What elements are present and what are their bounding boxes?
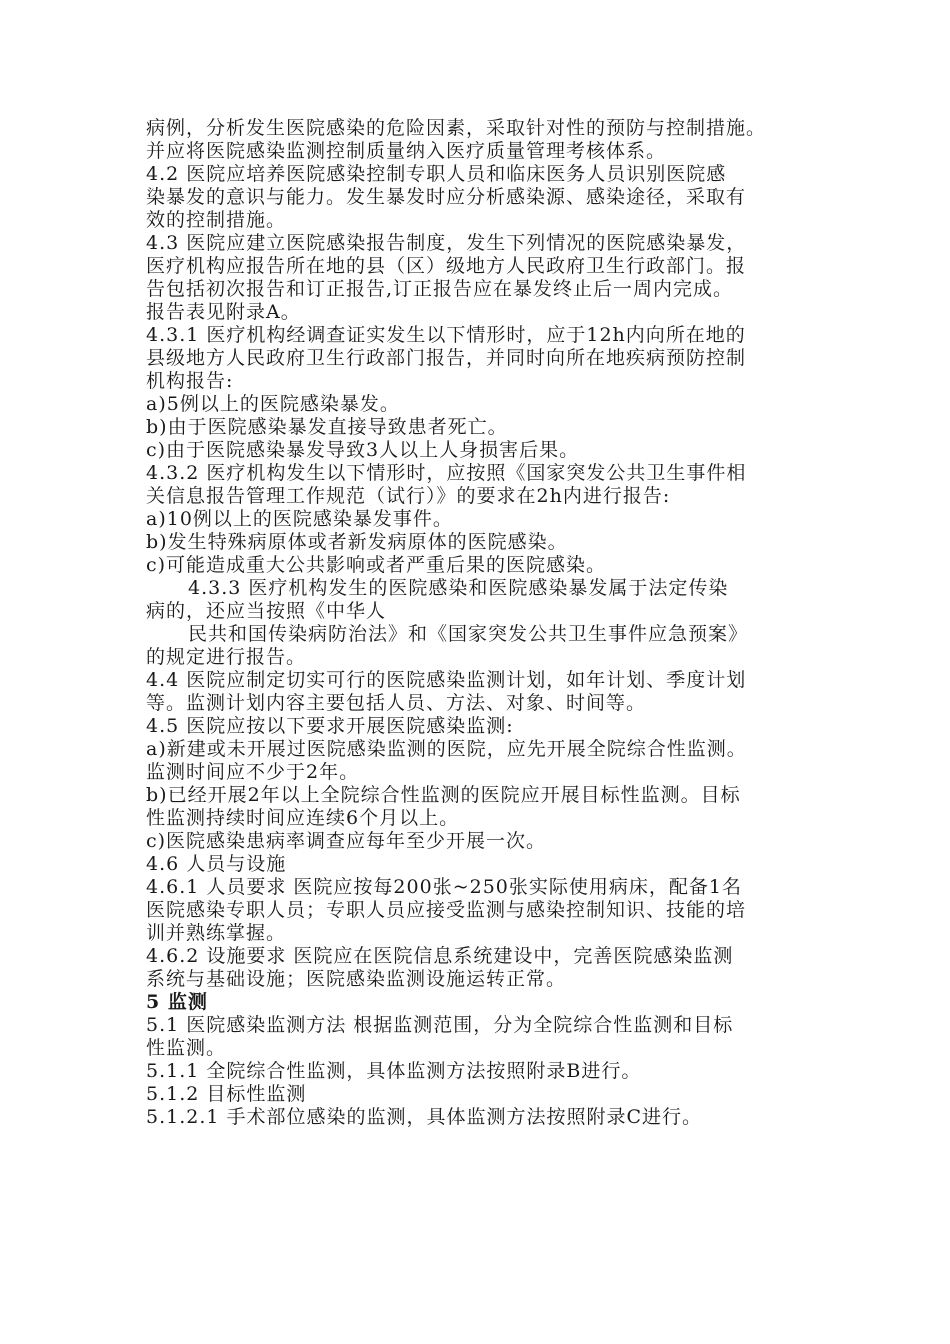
text-line: b)由于医院感染暴发直接导致患者死亡。 [146, 416, 508, 438]
text-line: 告包括初次报告和订正报告,订正报告应在暴发终止后一周内完成。 [146, 278, 734, 300]
text-line: b)发生特殊病原体或者新发病原体的医院感染。 [146, 531, 568, 553]
text-line: 病例，分析发生医院感染的危险因素，采取针对性的预防与控制措施。 [146, 117, 767, 139]
text-line: 4.2 医院应培养医院感染控制专职人员和临床医务人员识别医院感 [146, 163, 727, 185]
text-line: 关信息报告管理工作规范（试行）》的要求在2h内进行报告: [146, 485, 671, 507]
text-line: 县级地方人民政府卫生行政部门报告，并同时向所在地疾病预防控制 [146, 347, 747, 369]
text-line: 4.3.1 医疗机构经调查证实发生以下情形时，应于12h内向所在地的 [146, 324, 746, 346]
text-line: 4.5 医院应按以下要求开展医院感染监测: [146, 715, 514, 737]
text-line: 报告表见附录A。 [146, 301, 301, 323]
text-line: 4.6 人员与设施 [146, 853, 287, 875]
text-line: 5.1.1 全院综合性监测，具体监测方法按照附录B进行。 [146, 1060, 642, 1082]
text-line: 4.4 医院应制定切实可行的医院感染监测计划，如年计划、季度计划 [146, 669, 747, 691]
text-line: 4.3.2 医疗机构发生以下情形时，应按照《国家突发公共卫生事件相 [146, 462, 747, 484]
text-line: 4.6.2 设施要求 医院应在医院信息系统建设中，完善医院感染监测 [146, 945, 734, 967]
document-body [146, 117, 816, 1129]
text-line: 4.3 医院应建立医院感染报告制度，发生下列情况的医院感染暴发， [146, 232, 747, 254]
text-line: 医疗机构应报告所在地的县（区）级地方人民政府卫生行政部门。报 [146, 255, 747, 277]
section-heading: 5 监测 [146, 991, 208, 1013]
text-line: 系统与基础设施；医院感染监测设施运转正常。 [146, 968, 567, 990]
text-line: 5.1.2.1 手术部位感染的监测，具体监测方法按照附录C进行。 [146, 1106, 703, 1128]
text-line: a)10例以上的医院感染暴发事件。 [146, 508, 453, 530]
text-line: 的规定进行报告。 [146, 646, 307, 668]
text-line: a)5例以上的医院感染暴发。 [146, 393, 400, 415]
text-line: c)可能造成重大公共影响或者严重后果的医院感染。 [146, 554, 607, 576]
text-line: 5.1.2 目标性监测 [146, 1083, 307, 1105]
text-line: 效的控制措施。 [146, 209, 287, 231]
text-line: 等。监测计划内容主要包括人员、方法、对象、时间等。 [146, 692, 647, 714]
text-line: 病的，还应当按照《中华人 [146, 600, 387, 622]
text-line: 5.1 医院感染监测方法 根据监测范围，分为全院综合性监测和目标 [146, 1014, 734, 1036]
text-line: a)新建或未开展过医院感染监测的医院，应先开展全院综合性监测。 [146, 738, 747, 760]
text-line: 机构报告: [146, 370, 234, 392]
text-line: 医院感染专职人员；专职人员应接受监测与感染控制知识、技能的培 [146, 899, 747, 921]
text-line: 4.6.1 人员要求 医院应按每200张~250张实际使用病床，配备1名 [146, 876, 742, 898]
text-line: 并应将医院感染监测控制质量纳入医疗质量管理考核体系。 [146, 140, 667, 162]
text-line: c)由于医院感染暴发导致3人以上人身损害后果。 [146, 439, 580, 461]
text-line: 性监测持续时间应连续6个月以上。 [146, 807, 460, 829]
text-line: c)医院感染患病率调查应每年至少开展一次。 [146, 830, 547, 852]
text-line: 民共和国传染病防治法》和《国家突发公共卫生事件应急预案》 [188, 623, 749, 645]
text-line: 染暴发的意识与能力。发生暴发时应分析感染源、感染途径，采取有 [146, 186, 747, 208]
text-line: 4.3.3 医疗机构发生的医院感染和医院感染暴发属于法定传染 [188, 577, 729, 599]
text-line: 监测时间应不少于2年。 [146, 761, 360, 783]
text-line: 性监测。 [146, 1037, 227, 1059]
text-line: b)已经开展2年以上全院综合性监测的医院应开展目标性监测。目标 [146, 784, 741, 806]
text-line: 训并熟练掌握。 [146, 922, 287, 944]
